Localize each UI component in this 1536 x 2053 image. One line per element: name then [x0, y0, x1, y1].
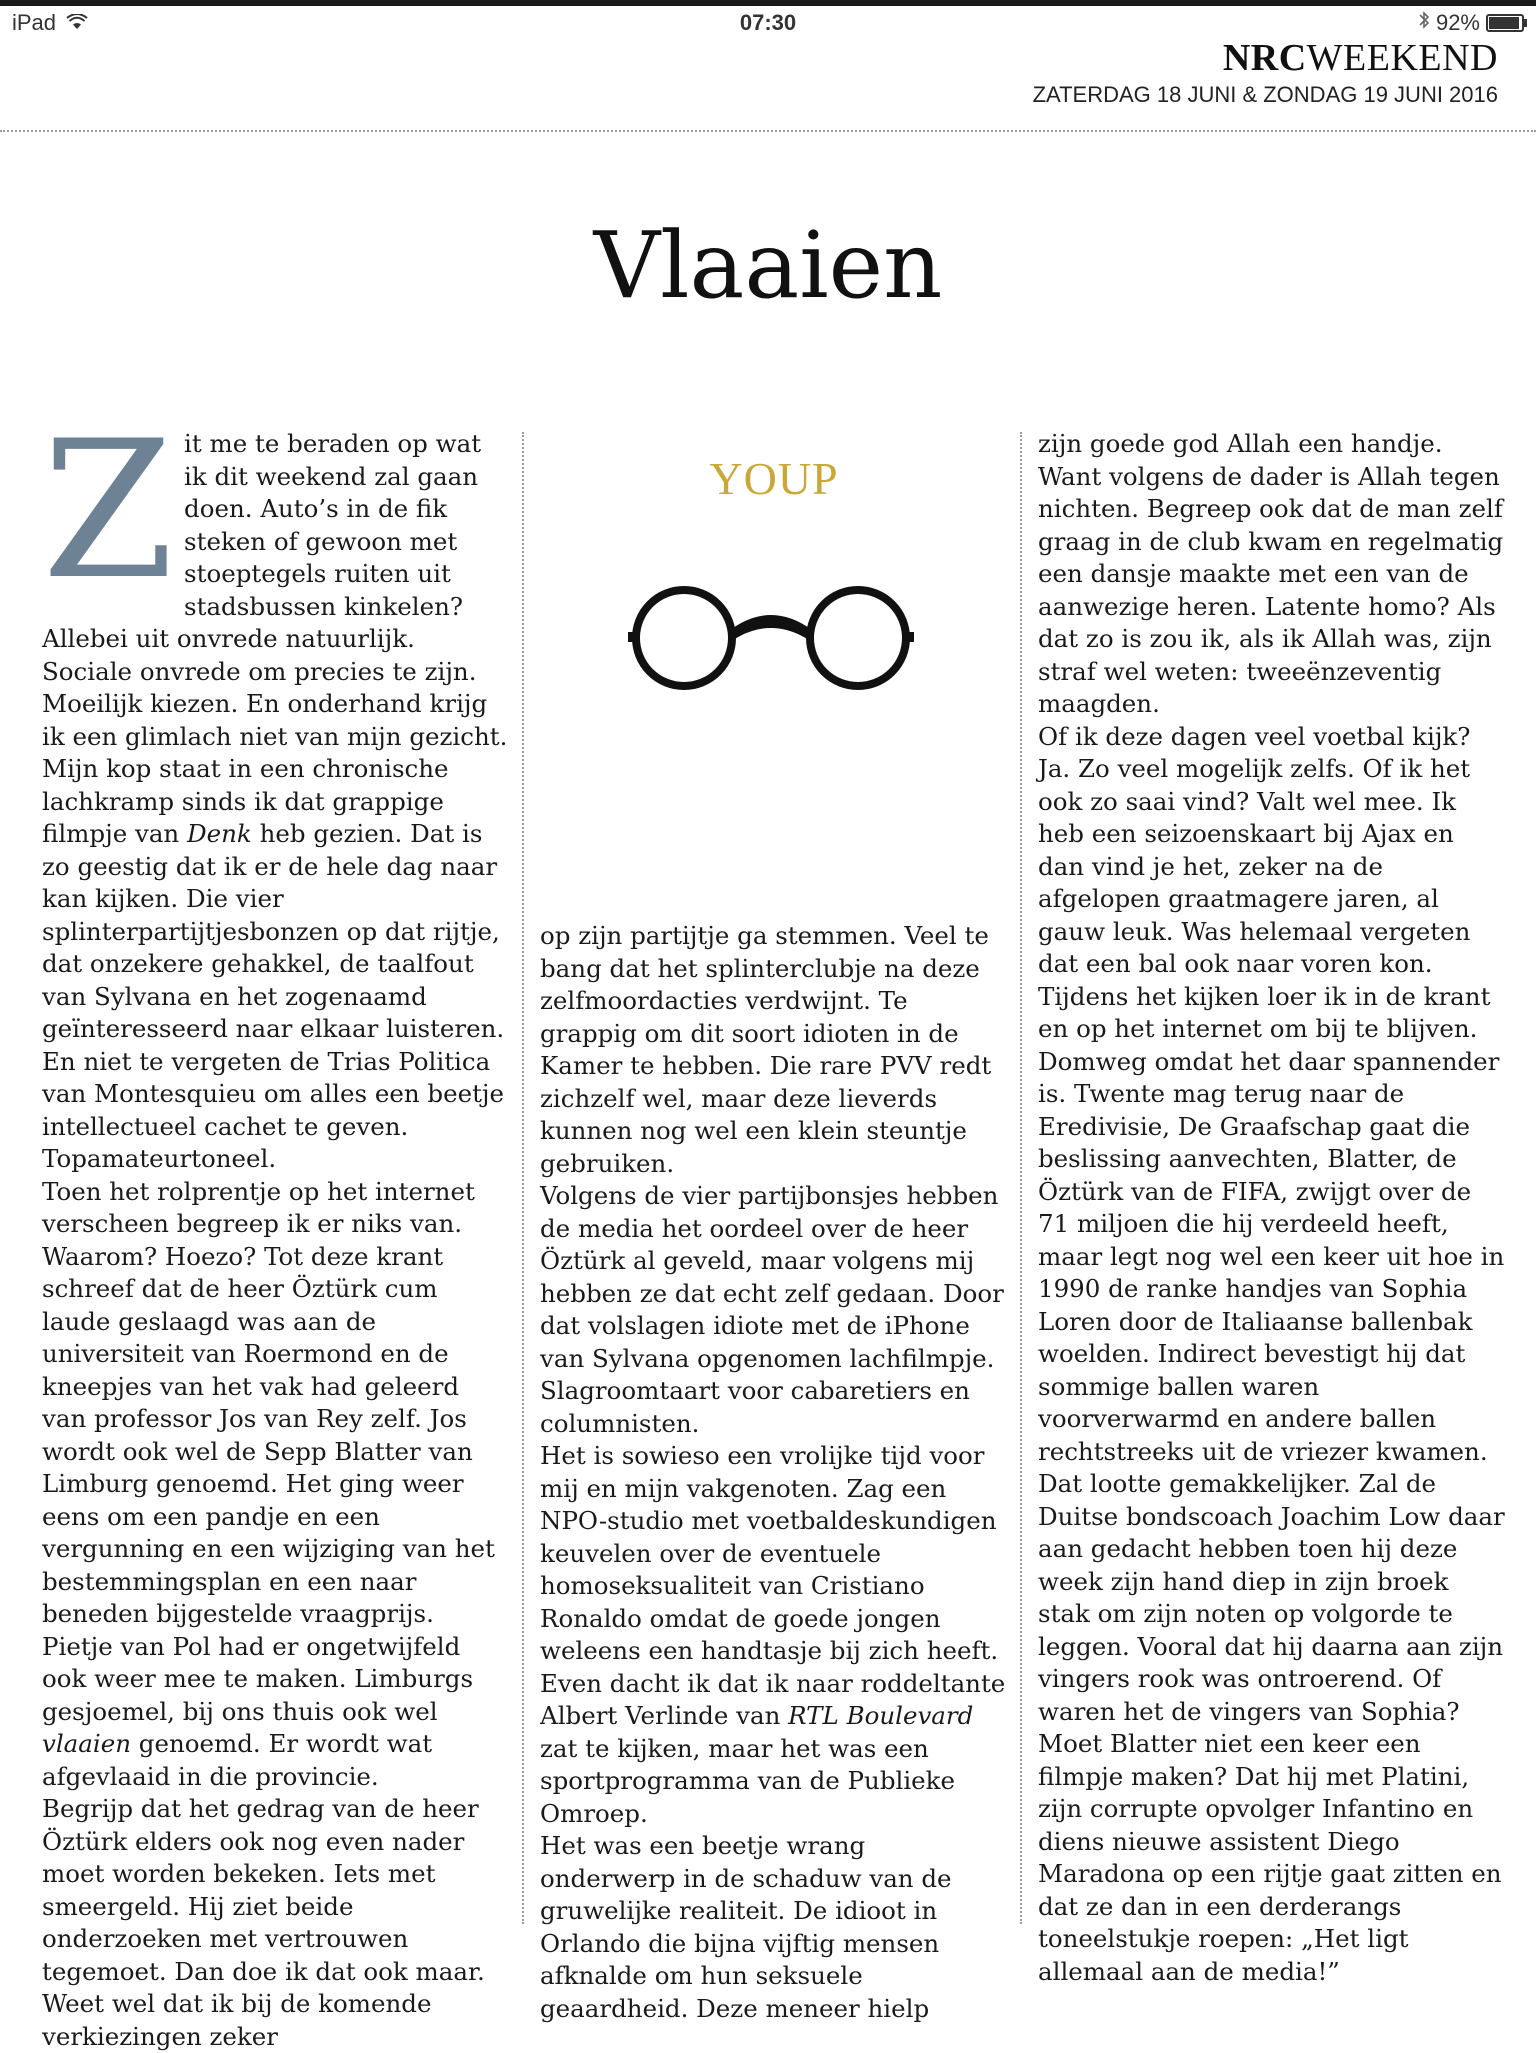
paragraph: Of ik deze dagen veel voetbal kijk? Ja. Zo veel mogelijk zelfs. Of ik het ook zo saai vind? Valt wel mee. Ik heb een seizoenskaart bij Ajax en dan vind je het, zeker na de afgelopen graatmagere jaren, al gauw leuk. Was helemaal vergeten dat een bal ook naar voren kon. — [1038, 721, 1471, 978]
text: genoemd. Er wordt wat afgevlaaid in die provincie. — [42, 1729, 433, 1791]
battery-percentage: 92% — [1435, 10, 1480, 35]
status-right — [1418, 10, 1524, 36]
paragraph — [540, 1440, 1008, 1830]
battery-icon — [1486, 14, 1524, 32]
paragraph: Het was een beetje wrang onderwerp in de schaduw van de gruwelijke realiteit. De idioot in Orlando die bijna vijftig mensen afknalde om hun seksuele geaardheid. Deze meneer hielp — [540, 1831, 952, 2023]
paragraph: Volgens de vier partijbonsjes hebben de media het oordeel over de heer Öztürk al geveld, maar volgens mij hebben ze dat echt zelf gedaan. Door dat volslagen idiote met de iPhone van Sylvana opgenomen lachfilmpje. Slagroomtaart voor cabaretiers en columnisten. — [540, 1181, 1004, 1438]
paragraph: zijn goede god Allah een handje. Want volgens de dader is Allah tegen nichten. Begreep ook dat de man zelf graag in de club kwam en regelmatig een dansje maakte met een van de aanwezige heren. Latente homo? Als dat zo is zou ik, als ik Allah was, zijn straf wel weten: tweeënzeventig maagden. — [1038, 429, 1504, 718]
column-3 — [1038, 428, 1506, 1988]
brand-bold: NRC — [1222, 37, 1307, 79]
column-divider-1 — [522, 432, 524, 1924]
paragraph: op zijn partijtje ga stemmen. Veel te bang dat het splinterclubje na deze zelfmoordacties verdwijnt. Te grappig om dit soort idioten in de Kamer te hebben. Die rare PVV redt zichzelf wel, maar deze lieverds kunnen nog wel een klein steuntje gebruiken. — [540, 921, 992, 1178]
paragraph: Moet Blatter niet een keer een filmpje maken? Dat hij met Platini, zijn corrupte opvolger Infantino en diens nieuwe assistent Diego Maradona op een rijtje gaat zitten en dat ze dan in een derderangs toneelstukje roepen: „Het ligt allemaal aan de media!” — [1038, 1729, 1502, 1986]
italic-text: vlaaien — [42, 1729, 132, 1758]
masthead — [1033, 36, 1498, 108]
text: Toen het rolprentje op het internet verscheen begreep ik er niks van. Waarom? Hoezo? Tot deze krant schreef dat de heer Öztürk cum laude geslaagd was aan de universiteit van Roermond en de kneepjes van het vak had geleerd van professor Jos van Rey zelf. Jos wordt ook wel de Sepp Blatter van Limburg genoemd. Het ging weer eens om een pandje en een vergunning en een wijziging van het bestemmingsplan en een naar beneden bijgestelde vraagprijs. Pietje van Pol had er ongetwijfeld ook weer mee te maken. Limburgs gesjoemel, bij ons thuis ook wel — [42, 1176, 495, 1726]
column-divider-2 — [1020, 432, 1022, 1924]
paragraph: Begrijp dat het gedrag van de heer Öztürk elders ook nog even nader moet worden bekeken. Iets met smeergeld. Hij ziet beide onderzoeken met vertrouwen tegemoet. Dan doe ik dat ook maar. Weet wel dat ik bij de komende verkiezingen zeker — [42, 1794, 485, 2051]
column-1 — [42, 400, 510, 2053]
text: it me te beraden op wat ik dit weekend zal gaan doen. Auto’s in de fik steken of gewoon met stoeptegels ruiten uit stadsbussen kinkelen? Allebei uit onvrede natuurlijk. Sociale onvrede om precies te zijn. Moeilijk kiezen. En onderhand krijg ik een glimlach niet van mijn gezicht. Mijn kop staat in een chronische lachkramp sinds ik dat grappige filmpje van — [42, 429, 508, 848]
text: Het is sowieso een vrolijke tijd voor mij en mijn vakgenoten. Zag een NPO-studio met voetbaldeskundigen keuvelen over de eventuele homoseksualiteit van Cristiano Ronaldo omdat de goede jongen weleens een handtasje bij zich heeft. Even dacht ik dat ik naar roddeltante Albert Verlinde van — [540, 1441, 1006, 1730]
article-title: Vlaaien — [593, 212, 943, 319]
glasses-icon — [626, 580, 916, 694]
text: zat te kijken, maar het was een sportprogramma van de Publieke Omroep. — [540, 1733, 956, 1828]
column-2 — [540, 920, 1008, 2025]
text: heb gezien. Dat is zo geestig dat ik er de hele dag naar kan kijken. Die vier splinterpartijtjesbonzen op dat rijtje, dat onzekere gehakkel, de taalfout van Sylvana en het zogenaamd geïnteresseerd naar elkaar luisteren. En niet te vergeten de Trias Politica van Montesquieu om alles een beetje intellectueel cachet te geven. Topamateurtoneel. — [42, 819, 505, 1173]
header-divider — [0, 130, 1536, 132]
brand-logo — [1033, 36, 1498, 80]
paragraph — [42, 400, 510, 1176]
author-name: YOUP — [709, 453, 839, 504]
device-name: iPad — [12, 10, 57, 35]
italic-text: RTL Boulevard — [788, 1701, 974, 1730]
paragraph: Tijdens het kijken loer ik in de krant en op het internet om bij te blijven. Domweg omdat het daar spannender is. Twente mag terug naar de Eredivisie, De Graafschap gaat die beslissing aanvechten, Blatter, de Öztürk van de FIFA, zwijgt over de 71 miljoen die hij verdeeld heeft, maar legt nog wel een keer uit hoe in 1990 de ranke handjes van Sophia Loren door de Italiaanse ballenbak woelden. Indirect bevestigt hij dat sommige ballen waren voorverwarmd en andere ballen rechtstreeks uit de vriezer kwamen. Dat lootte gemakkelijker. Zal de Duitse bondscoach Joachim Low daar aan gedacht hebben toen hij deze week zijn hand diep in zijn broek stak om zijn noten op volgorde te leggen. Vooral dat hij daarna aan zijn vingers rook was ontroerend. Of waren het de vingers van Sophia? — [1038, 981, 1505, 1726]
italic-text: Denk — [187, 819, 252, 848]
brand-rest: WEEKEND — [1306, 37, 1498, 79]
drop-cap: Z — [42, 400, 175, 621]
clock: 07:30 — [739, 10, 797, 35]
edition-date: ZATERDAG 18 JUNI & ZONDAG 19 JUNI 2016 — [1032, 82, 1498, 107]
paragraph — [42, 1176, 510, 1794]
bluetooth-icon — [1418, 10, 1430, 36]
